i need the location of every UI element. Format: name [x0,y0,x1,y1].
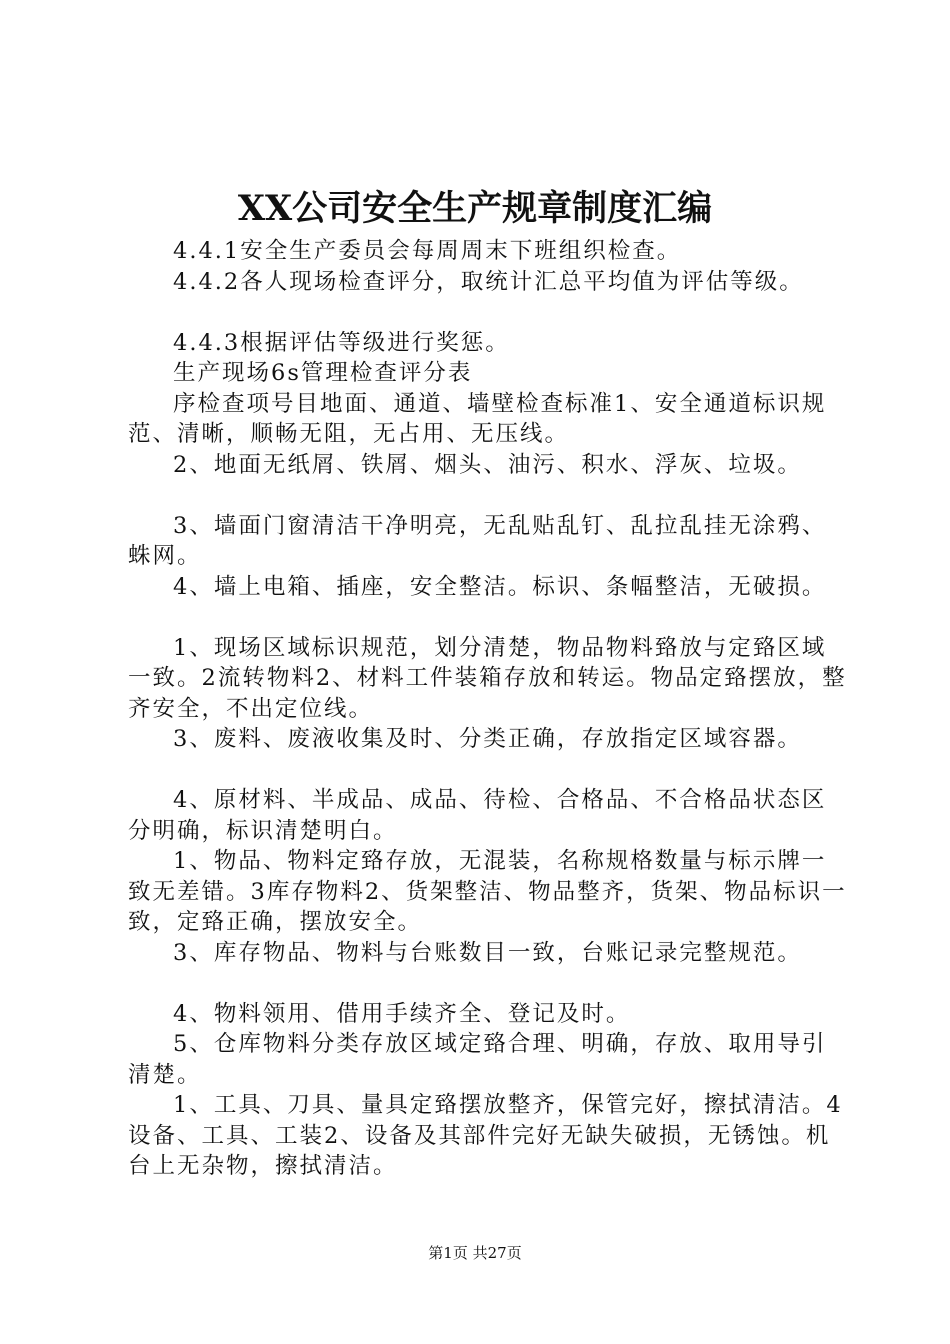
paragraph: 2、地面无纸屑、铁屑、烟头、油污、积水、浮灰、垃圾。 [173,451,802,478]
paragraph: 5、仓库物料分类存放区域定臵合理、明确，存放、取用导引清楚。 [128,1031,827,1088]
paragraph: 4、墙上电箱、插座，安全整洁。标识、条幅整洁，无破损。 [173,573,827,600]
page-title: XX公司安全生产规章制度汇编 [237,188,713,229]
paragraph: 4、原材料、半成品、成品、待检、合格品、不合格品状态区分明确，标识清楚明白。 [128,787,827,844]
paragraph: 序检查项号目地面、通道、墙壁检查标准1、安全通道标识规范、清晰，顺畅无阻，无占用、无压线。 [128,390,827,447]
paragraph: 1、工具、刀具、量具定臵摆放整齐，保管完好，擦拭清洁。4设备、工具、工装2、设备及其部件完好无缺失破损，无锈蚀。机台上无杂物，擦拭清洁。 [128,1092,843,1179]
paragraph: 3、墙面门窗清洁干净明亮，无乱贴乱钉、乱拉乱挂无涂鸦、蛛网。 [128,512,827,569]
paragraph: 1、物品、物料定臵存放，无混装，名称规格数量与标示牌一致无差错。3库存物料2、货架整洁、物品整齐，货架、物品标识一致，定臵正确，摆放安全。 [128,848,847,935]
paragraph: 4.4.3根据评估等级进行奖惩。 [173,329,510,356]
paragraph: 4.4.2各人现场检查评分，取统计汇总平均值为评估等级。 [173,268,804,295]
paragraph: 生产现场6s管理检查评分表 [173,360,473,386]
paragraph: 3、库存物品、物料与台账数目一致，台账记录完整规范。 [173,939,802,966]
paragraph: 3、废料、废液收集及时、分类正确，存放指定区域容器。 [173,726,802,752]
paragraph: 4.4.1安全生产委员会每周周末下班组织检查。 [173,238,682,264]
page-footer: 第1页 共27页 [428,1244,522,1262]
paragraph: 1、现场区域标识规范，划分清楚，物品物料臵放与定臵区域一致。2流转物料2、材料工件装箱存放和转运。物品定臵摆放，整齐安全，不出定位线。 [128,634,847,722]
paragraph: 4、物料领用、借用手续齐全、登记及时。 [173,1000,631,1027]
document-body [128,236,848,1182]
